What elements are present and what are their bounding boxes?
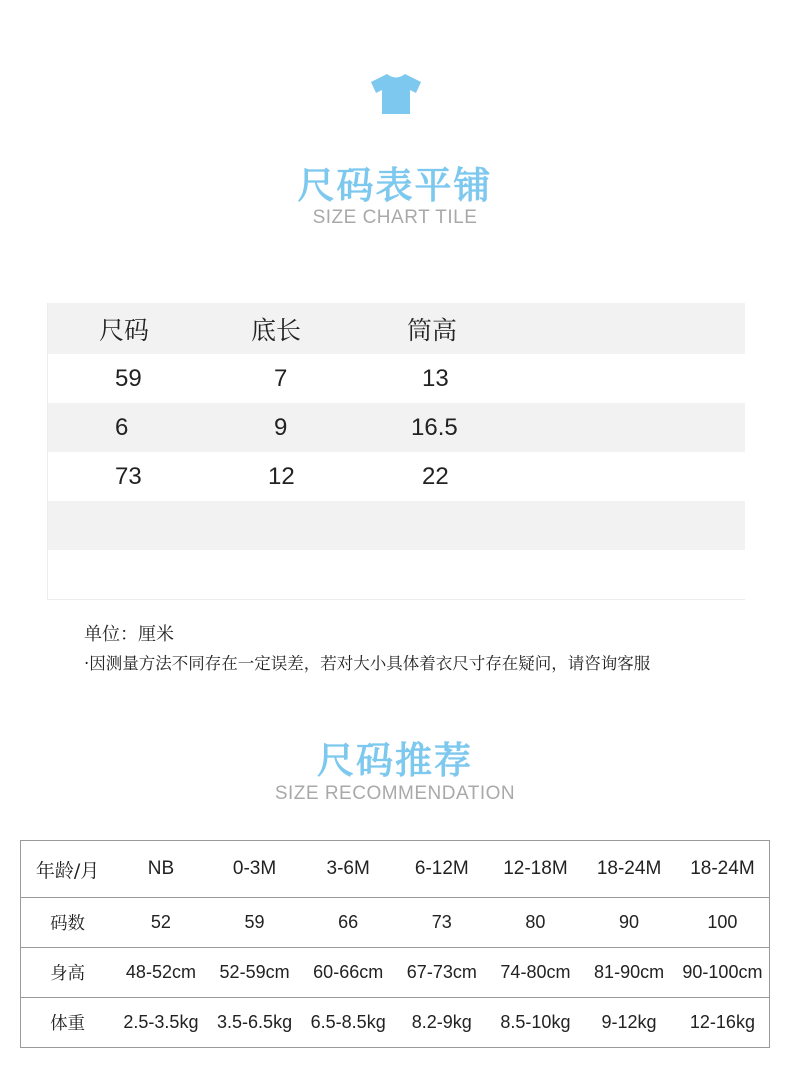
header-length: 底长 [251, 315, 302, 345]
cell: 60-66cm [301, 948, 395, 998]
cell: 0-3M [208, 841, 302, 898]
cell-size: 59 [115, 364, 142, 392]
cell: 12-16kg [689, 1012, 755, 1032]
tshirt-icon [369, 73, 423, 115]
cell-size: 73 [115, 462, 142, 490]
table-row [48, 354, 745, 403]
table-row-age [21, 841, 770, 898]
cell: 6.5-8.5kg [310, 1012, 386, 1032]
section-subtitle-recommendation: SIZE RECOMMENDATION [274, 783, 516, 804]
table-row-size [21, 898, 770, 948]
cell: 52-59cm [208, 948, 302, 998]
cell: 74-80cm [489, 948, 583, 998]
row-label-age: 年龄/月 [21, 841, 115, 898]
cell-length: 7 [274, 364, 288, 392]
cell: 90 [582, 898, 676, 948]
header-size: 尺码 [99, 315, 150, 345]
cell-height: 16.5 [411, 413, 458, 441]
cell: 18-24M [676, 841, 770, 898]
row-label-weight: 体重 [50, 1014, 86, 1034]
cell-size: 6 [115, 413, 129, 441]
cell: NB [114, 841, 208, 898]
measurement-disclaimer: ·因测量方法不同存在一定误差，若对大小具体着衣尺寸存在疑问，请咨询客服 [84, 654, 651, 673]
section-title-recommendation: 尺码推荐 [317, 739, 473, 782]
table-row-empty [48, 501, 745, 550]
cell-height: 13 [422, 364, 449, 392]
unit-note: 单位：厘米 [84, 624, 174, 645]
table-row-empty [48, 550, 745, 599]
cell: 52 [114, 898, 208, 948]
row-label-size: 码数 [21, 898, 115, 948]
table-header-row [48, 303, 745, 354]
cell: 100 [676, 898, 770, 948]
table-row-height [21, 948, 770, 998]
row-label-height: 身高 [21, 948, 115, 998]
cell-height: 22 [422, 462, 449, 490]
cell: 18-24M [582, 841, 676, 898]
cell: 3-6M [301, 841, 395, 898]
cell: 2.5-3.5kg [123, 1012, 199, 1032]
header-leg-height: 筒高 [407, 315, 458, 345]
cell: 8.5-10kg [500, 1012, 571, 1032]
cell: 6-12M [395, 841, 489, 898]
cell: 80 [489, 898, 583, 948]
cell-length: 12 [268, 462, 295, 490]
section-subtitle-size-chart: SIZE CHART TILE [312, 207, 478, 228]
size-recommendation-table [20, 840, 770, 1048]
cell: 9-12kg [601, 1012, 657, 1032]
cell: 59 [208, 898, 302, 948]
cell: 48-52cm [114, 948, 208, 998]
section-title-size-chart: 尺码表平铺 [297, 164, 493, 207]
cell: 90-100cm [676, 948, 770, 998]
table-row [48, 452, 745, 501]
cell-length: 9 [274, 413, 288, 441]
table-row [48, 403, 745, 452]
cell: 73 [395, 898, 489, 948]
cell: 66 [301, 898, 395, 948]
size-chart-table [47, 303, 745, 600]
cell: 12-18M [489, 841, 583, 898]
cell: 3.5-6.5kg [217, 1012, 293, 1032]
cell: 8.2-9kg [411, 1012, 472, 1032]
cell: 67-73cm [395, 948, 489, 998]
table-row-weight [21, 998, 770, 1048]
cell: 81-90cm [582, 948, 676, 998]
